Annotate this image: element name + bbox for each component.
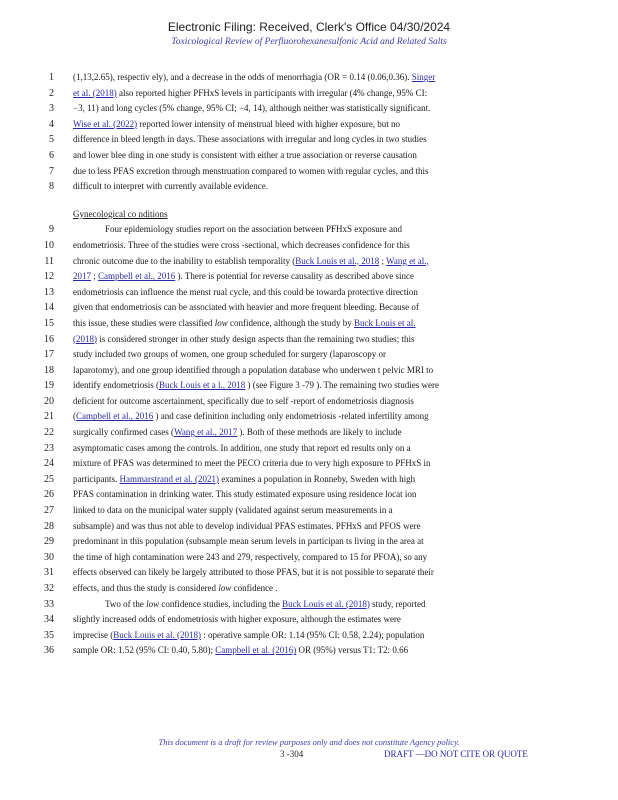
line-text xyxy=(73,181,586,191)
line-text xyxy=(73,240,586,250)
text-line xyxy=(26,489,586,505)
line-number: 26 xyxy=(44,489,54,501)
text-run: identify endometriosis ( xyxy=(73,380,159,391)
text-run: Four epidemiology studies report on the association between PFHxS exposure and xyxy=(105,224,402,235)
line-text xyxy=(73,583,586,593)
text-run: and lower blee ding in one study is consistent with either a true association or reverse causation xyxy=(73,149,417,160)
text-run: : operative sample OR: 1.14 (95% CI: 0.58, 2.24); population xyxy=(200,629,425,640)
line-text xyxy=(73,271,586,281)
text-run: mixture of PFAS was determined to meet the PECO criteria due to very high exposure to PFHxS in xyxy=(73,458,431,469)
text-line xyxy=(26,552,586,568)
line-number: 5 xyxy=(49,134,54,146)
section-gap xyxy=(26,197,586,209)
text-run: ). There is potential for reverse causality as described above since xyxy=(175,271,414,282)
text-run: the time of high contamination were 243 and 279, respectively, compared to 15 for PFOA), so any xyxy=(73,551,428,562)
text-run: ; xyxy=(379,255,387,266)
citation-link[interactable]: Campbell et al., 2016 xyxy=(76,411,154,422)
text-line xyxy=(26,334,586,350)
citation-link[interactable]: Buck Louis et al. (2018) xyxy=(113,629,201,640)
text-run: chronic outcome due to the inability to establish temporality ( xyxy=(73,255,296,266)
text-line xyxy=(26,365,586,381)
line-text xyxy=(73,458,586,468)
line-text xyxy=(73,489,586,499)
line-number: 25 xyxy=(44,473,54,485)
text-line xyxy=(26,505,586,521)
line-number: 9 xyxy=(49,224,54,236)
text-run: subsample) and was thus not able to develop individual PFAS estimates. PFHxS and PFOS were xyxy=(73,520,421,531)
line-text xyxy=(73,334,586,344)
line-number: 16 xyxy=(44,333,54,345)
line-number: 27 xyxy=(44,505,54,517)
citation-link[interactable]: Hammarstrand et al. (2021) xyxy=(119,473,219,484)
line-text xyxy=(73,166,586,176)
line-number: 20 xyxy=(44,395,54,407)
citation-link[interactable]: Buck Louis et a l., 2018 xyxy=(158,380,246,391)
text-line xyxy=(26,599,586,615)
text-run: examines a population in Ronneby, Sweden with high xyxy=(218,473,416,484)
citation-link[interactable]: Buck Louis et al. xyxy=(353,317,416,328)
line-number: 29 xyxy=(44,536,54,548)
page-number: 3 -304 xyxy=(280,749,304,759)
line-number: 15 xyxy=(44,317,54,329)
line-number: 19 xyxy=(44,380,54,392)
text-run: ; xyxy=(91,271,99,282)
text-line xyxy=(26,287,586,303)
text-run: laparotomy), and one group identified through a population database who underwen t pelvic MRI to xyxy=(73,364,434,375)
text-line xyxy=(26,427,586,443)
line-text xyxy=(73,599,586,609)
text-run: Gynecological co nditions xyxy=(73,208,168,219)
text-run: linked to data on the municipal water supply (validated against serum measurements in a xyxy=(73,505,393,516)
line-number: 7 xyxy=(49,165,54,177)
line-number: 17 xyxy=(44,349,54,361)
line-text xyxy=(73,365,586,375)
line-text xyxy=(73,224,586,234)
line-text xyxy=(73,411,586,421)
text-line xyxy=(26,256,586,272)
text-line xyxy=(26,72,586,88)
line-number: 14 xyxy=(44,302,54,314)
text-line xyxy=(26,318,586,334)
text-line xyxy=(26,302,586,318)
text-run: confidence . xyxy=(231,583,278,593)
draft-disclaimer: This document is a draft for review purposes only and does not constitute Agency policy. xyxy=(158,737,460,747)
document-body xyxy=(26,72,586,661)
text-run: OR (95%) versus T1: T2: 0.66 xyxy=(296,645,409,656)
text-run: ) and case definition including only endometriosis -related infertility among xyxy=(153,411,429,422)
line-number: 4 xyxy=(49,118,54,130)
line-text xyxy=(73,396,586,406)
line-number: 13 xyxy=(44,286,54,298)
line-number: 28 xyxy=(44,520,54,532)
text-line xyxy=(26,224,586,240)
section-heading xyxy=(26,209,586,225)
text-run: asymptomatic cases among the controls. In addition, one study that report ed results only on a xyxy=(73,442,411,453)
line-text xyxy=(73,302,586,312)
text-line xyxy=(26,583,586,599)
line-number: 21 xyxy=(44,411,54,423)
text-line xyxy=(26,240,586,256)
text-line xyxy=(26,567,586,583)
line-number: 34 xyxy=(44,614,54,626)
text-run: confidence, although the study by xyxy=(227,317,354,328)
draft-notice: DRAFT —DO NOT CITE OR QUOTE xyxy=(384,749,528,759)
line-number: 22 xyxy=(44,427,54,439)
text-line xyxy=(26,134,586,150)
text-run: effects observed can likely be largely attributed to those PFAS, but it is not possible to separate their xyxy=(73,567,434,578)
citation-link[interactable]: et al. (2018) xyxy=(73,87,117,98)
line-text xyxy=(73,630,586,640)
text-line xyxy=(26,349,586,365)
citation-link[interactable]: Singer xyxy=(411,72,436,82)
text-line xyxy=(26,380,586,396)
line-number: 6 xyxy=(49,149,54,161)
text-run: due to less PFAS excretion through menstruation compared to women with regular cycles, and this xyxy=(73,165,429,176)
citation-link[interactable]: Wang et al., 2017 xyxy=(174,427,238,438)
text-run: imprecise ( xyxy=(73,629,114,640)
text-run: participants. xyxy=(73,473,120,484)
citation-link[interactable]: Campbell et al. (2016) xyxy=(215,645,297,656)
line-text xyxy=(73,349,586,359)
line-text xyxy=(73,150,586,160)
text-line xyxy=(26,630,586,646)
text-line xyxy=(26,458,586,474)
text-line xyxy=(26,166,586,182)
line-number: 30 xyxy=(44,551,54,563)
line-text xyxy=(73,645,586,655)
line-number: 11 xyxy=(44,255,54,267)
text-line xyxy=(26,521,586,537)
text-run: study included two groups of women, one group scheduled for surgery (laparoscopy or xyxy=(73,349,387,360)
citation-link[interactable]: (2018) xyxy=(73,333,97,344)
citation-link[interactable]: Wang et al., xyxy=(386,255,429,266)
line-text xyxy=(73,72,586,82)
line-number: 23 xyxy=(44,442,54,454)
text-line xyxy=(26,443,586,459)
text-run: effects, and thus the study is considered xyxy=(73,583,219,593)
line-text xyxy=(73,134,586,144)
line-text xyxy=(73,505,586,515)
text-run: ). Both of these methods are likely to include xyxy=(237,427,402,438)
line-text xyxy=(73,614,586,624)
line-text xyxy=(73,521,586,531)
line-text xyxy=(73,119,586,129)
text-run: endometriosis. Three of the studies were cross -sectional, which decreases confidence for this xyxy=(73,239,410,250)
line-number: 2 xyxy=(49,87,54,99)
text-line xyxy=(26,536,586,552)
text-line xyxy=(26,103,586,119)
text-run: deficient for outcome ascertainment, specifically due to self -report of endometriosis diagnosis xyxy=(73,395,414,406)
text-run: (1,13,2.65), respectiv ely), and a decrease in the odds of menorrhagia (OR = 0.14 (0.06,0.36). xyxy=(73,72,412,82)
citation-link[interactable]: Campbell et al., 2016 xyxy=(98,271,176,282)
line-text xyxy=(73,427,586,437)
text-line xyxy=(26,150,586,166)
citation-link[interactable]: Wise et al. (2022) xyxy=(73,118,138,129)
text-run: given that endometriosis can be associated with heavier and more frequent bleeding. Because of xyxy=(73,302,419,313)
text-run: difficult to interpret with currently available evidence. xyxy=(73,181,269,192)
text-line xyxy=(26,396,586,412)
text-run: Two of the xyxy=(105,598,147,609)
text-run: sample OR: 1.52 (95% CI: 0.40, 5.80); xyxy=(73,645,216,656)
line-number: 32 xyxy=(44,583,54,594)
text-line xyxy=(26,474,586,490)
text-run: confidence studies, including the xyxy=(159,598,283,609)
line-text xyxy=(73,256,586,266)
line-number: 18 xyxy=(44,364,54,376)
line-text xyxy=(73,443,586,453)
line-number: 24 xyxy=(44,458,54,470)
line-text xyxy=(73,474,586,484)
line-number: 36 xyxy=(44,645,54,657)
line-number: 1 xyxy=(49,72,54,83)
emphasis-text: low xyxy=(146,598,160,609)
text-line xyxy=(26,181,586,197)
text-run: difference in bleed length in days. These associations with irregular and long cycles in two studies xyxy=(73,134,427,145)
text-line xyxy=(26,119,586,135)
line-text xyxy=(73,536,586,546)
line-text xyxy=(73,103,586,113)
line-text xyxy=(73,567,586,577)
text-run: slightly increased odds of endometriosis with higher exposure, although the estimates were xyxy=(73,614,401,625)
line-number: 33 xyxy=(44,598,54,610)
text-run: ( xyxy=(73,411,76,422)
document-title: Toxicological Review of Perfluorohexanesulfonic Acid and Related Salts xyxy=(171,37,447,47)
text-line xyxy=(26,88,586,104)
line-number: 10 xyxy=(44,239,54,251)
line-number: 31 xyxy=(44,567,54,579)
text-run: predominant in this population (subsample mean serum levels in participan ts living in the area at xyxy=(73,536,424,547)
filing-stamp: Electronic Filing: Received, Clerk's Office 04/30/2024 xyxy=(167,20,451,34)
line-text xyxy=(73,380,586,390)
line-number: 12 xyxy=(44,271,54,283)
text-run: study, reported xyxy=(369,598,426,609)
line-number: 35 xyxy=(44,629,54,641)
text-run: is considered stronger in other study design aspects than the remaining two studies; this xyxy=(97,333,415,344)
line-text xyxy=(73,88,586,98)
text-run: endometriosis can influence the menst rual cycle, and this could be towarda protective direction xyxy=(73,286,418,297)
text-run: this issue, these studies were classified xyxy=(73,317,215,328)
text-run: −3, 11) and long cycles (5% change, 95% CI; −4, 14), although neither was statistically significant. xyxy=(73,103,431,114)
line-text xyxy=(73,209,586,219)
text-line xyxy=(26,271,586,287)
emphasis-text: low xyxy=(218,583,232,593)
text-line xyxy=(26,411,586,427)
emphasis-text: low xyxy=(214,317,228,328)
citation-link[interactable]: Buck Louis et al., 2018 xyxy=(295,255,380,266)
citation-link[interactable]: Buck Louis et al. (2018) xyxy=(282,598,370,609)
text-line xyxy=(26,614,586,630)
line-number: 3 xyxy=(49,103,54,115)
text-run: also reported higher PFHxS levels in participants with irregular (4% change, 95% CI: xyxy=(116,87,428,98)
line-number: 8 xyxy=(49,181,54,193)
line-text xyxy=(73,287,586,297)
citation-link[interactable]: 2017 xyxy=(73,271,91,282)
line-text xyxy=(73,318,586,328)
text-line xyxy=(26,645,586,661)
text-run: PFAS contamination in drinking water. This study estimated exposure using residence locat ion xyxy=(73,489,417,500)
text-run: ) (see Figure 3 -79 ). The remaining two studies were xyxy=(245,380,440,391)
text-run: reported lower intensity of menstrual bleed with higher exposure, but no xyxy=(137,118,401,129)
line-text xyxy=(73,552,586,562)
text-run: surgically confirmed cases ( xyxy=(73,427,175,438)
